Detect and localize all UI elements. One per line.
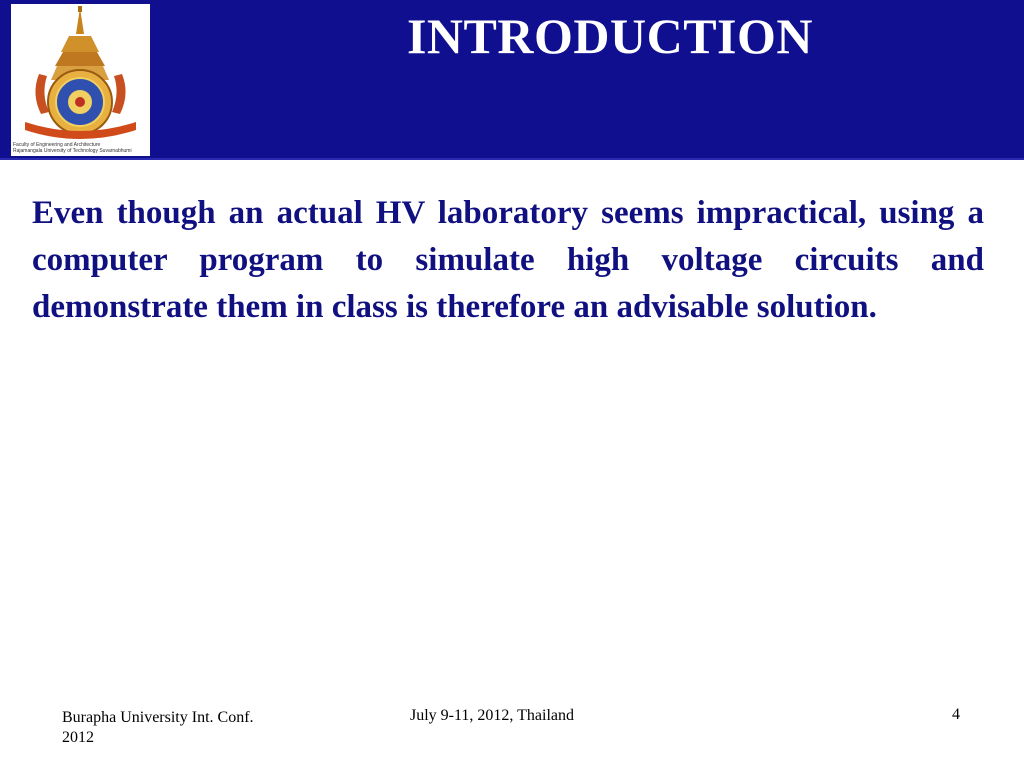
university-logo [11,4,150,156]
footer-conference: Burapha University Int. Conf. 2012 [62,709,254,746]
slide-header-bar [0,0,1024,160]
slide-title: INTRODUCTION [406,8,814,64]
slide-body-paragraph: Even though an actual HV laboratory seems impractical, using a computer program to simulate high voltage circuits and demonstrate them in class is therefore an advisable solution. [32,195,984,325]
logo-caption-line-2: Rajamangala University of Technology Suvarnabhumi [13,148,132,154]
footer-date-place: July 9-11, 2012, Thailand [410,707,574,724]
logo-caption [13,142,150,154]
logo-caption-line-1: Faculty of Engineering and Architecture [13,142,101,148]
slide-page-number: 4 [952,706,960,723]
university-crest-icon [11,4,150,144]
